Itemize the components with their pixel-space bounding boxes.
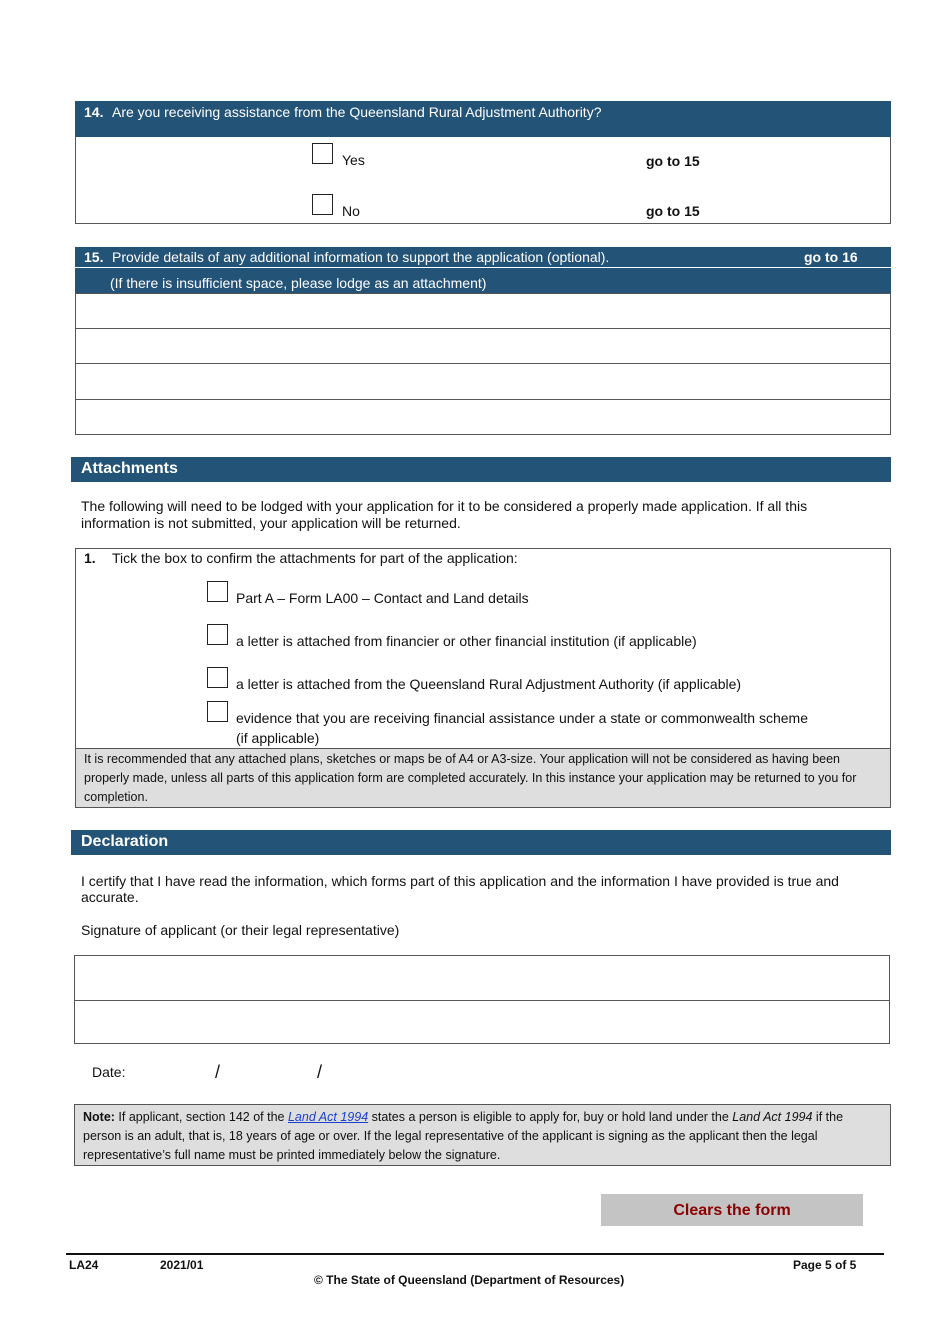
q14-no-goto: go to 15 (646, 203, 700, 219)
q15-line-3[interactable] (75, 363, 891, 400)
date-label: Date: (92, 1064, 126, 1080)
footer-page-number: Page 5 of 5 (793, 1258, 857, 1272)
attachment-part-a-label: Part A – Form LA00 – Contact and Land details (236, 590, 529, 606)
q14-yes-goto: go to 15 (646, 153, 700, 169)
attachments-intro: The following will need to be lodged with your application for it to be considered a properly made application. If all this information is not submitted, your application will be returned. (81, 498, 808, 531)
attachments-note (75, 748, 891, 808)
q15-question: Provide details of any additional information to support the application (optional). (112, 249, 610, 265)
land-act-link[interactable]: Land Act 1994 (287, 1110, 369, 1124)
declaration-note-part3: if the person is an adult, that is, 18 years of age or over. If the legal representative of the applicant is signing as the applicant then the legal representative’s full name must be printed immediately below the signature. (83, 1110, 844, 1162)
attachment-evidence-label: evidence that you are receiving financial assistance under a state or commonwealth scheme (236, 710, 808, 726)
date-month-field[interactable] (230, 1060, 310, 1084)
attachments-note-text: It is recommended that any attached plans, sketches or maps be of A4 or A3-size. Your application will not be considered as having been properly made, unless all parts of this application form are completed accurately. In this instance your application may be returned to you for completion. (84, 752, 857, 804)
declaration-note-part1: If applicant, section 142 of the (114, 1110, 288, 1124)
footer-rule (66, 1253, 884, 1255)
clear-form-button[interactable] (601, 1194, 863, 1226)
signature-label: Signature of applicant (or their legal representative) (81, 922, 400, 938)
q14-answer-box (75, 137, 891, 224)
q14-question: Are you receiving assistance from the Queensland Rural Adjustment Authority? (112, 104, 602, 120)
q15-subtext: (If there is insufficient space, please lodge as an attachment) (110, 275, 487, 291)
date-separator-2: / (317, 1062, 323, 1082)
q14-number: 14. (84, 104, 104, 120)
signature-divider (74, 1000, 890, 1001)
declaration-header (71, 830, 891, 855)
attachment-qrida-letter-checkbox[interactable] (207, 667, 228, 688)
attachment-financier-letter-checkbox[interactable] (207, 624, 228, 645)
q15-line-4[interactable] (75, 399, 891, 435)
date-day-field[interactable] (135, 1060, 210, 1084)
q14-no-label: No (342, 203, 360, 219)
q15-line-1[interactable] (75, 293, 891, 329)
q14-no-checkbox[interactable] (312, 194, 333, 215)
footer-version: 2021/01 (160, 1258, 204, 1272)
attachments-item-number: 1. (84, 550, 96, 566)
date-year-field[interactable] (332, 1060, 432, 1084)
declaration-note-part2: states a person is eligible to apply for, buy or hold land under the (368, 1110, 733, 1124)
attachments-title: Attachments (81, 460, 178, 477)
attachment-part-a-checkbox[interactable] (207, 581, 228, 602)
clear-form-label: Clears the form (673, 1202, 791, 1219)
attachments-item-text: Tick the box to confirm the attachments for part of the application: (112, 550, 518, 566)
q14-header (75, 101, 891, 137)
declaration-note-italic: Land Act 1994 (732, 1110, 813, 1124)
attachment-financier-letter-label: a letter is attached from financier or other financial institution (if applicable) (236, 633, 697, 649)
q15-header-divider (75, 267, 891, 268)
q14-yes-checkbox[interactable] (312, 143, 333, 164)
q15-header (75, 247, 891, 293)
footer-copyright: © The State of Queensland (Department of Resources) (314, 1273, 625, 1287)
attachment-qrida-letter-label: a letter is attached from the Queensland Rural Adjustment Authority (if applicable) (236, 676, 742, 692)
attachments-header (71, 457, 891, 482)
footer-form-code: LA24 (69, 1258, 99, 1272)
attachment-evidence-label-cont: (if applicable) (236, 730, 320, 746)
declaration-note-label: Note: (83, 1110, 115, 1124)
q15-line-2[interactable] (75, 328, 891, 364)
date-separator-1: / (215, 1062, 221, 1082)
q15-goto: go to 16 (804, 249, 858, 265)
declaration-title: Declaration (81, 833, 169, 850)
q14-yes-label: Yes (342, 152, 365, 168)
q15-number: 15. (84, 249, 104, 265)
attachment-evidence-checkbox[interactable] (207, 701, 228, 722)
declaration-certify: I certify that I have read the information, which forms part of this application and the information I have provided is true and accurate. (81, 873, 839, 905)
declaration-note (74, 1104, 891, 1166)
